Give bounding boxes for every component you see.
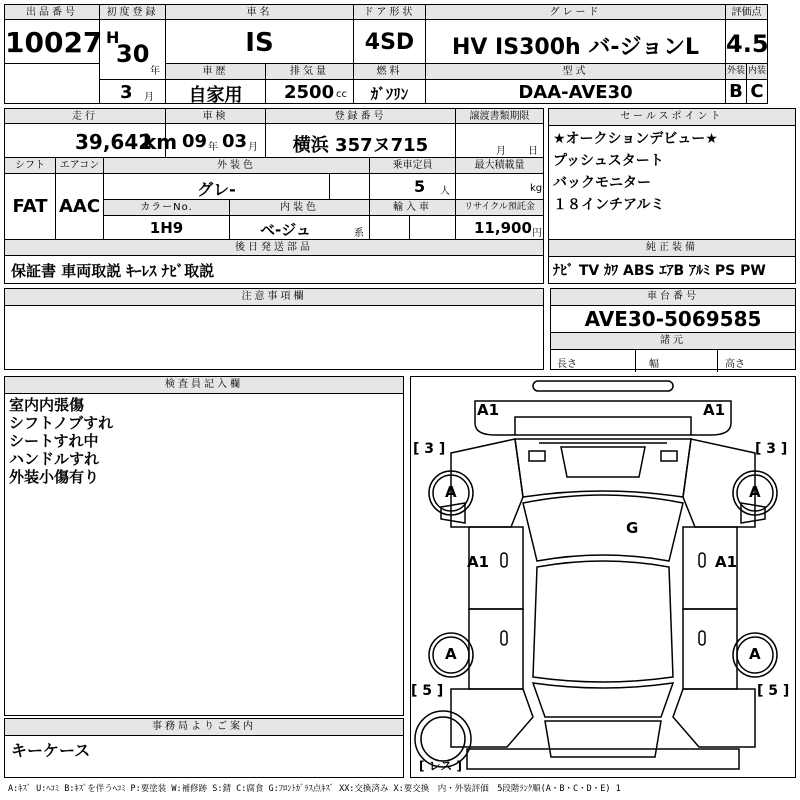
transfer-month-unit: 月 <box>496 146 506 157</box>
dimensions-header: 諸元 <box>551 333 795 350</box>
score-cell <box>726 20 768 64</box>
mark-right-front-bumper: [ 3 ] <box>755 441 788 457</box>
inspection-header: 車検 <box>166 108 266 124</box>
door-type: 4SD <box>364 30 415 55</box>
dimensions-row <box>551 350 795 372</box>
inspector-notes-box <box>4 376 404 716</box>
rear-right-fender <box>673 689 755 747</box>
office-notes-box <box>4 718 404 778</box>
inspector-note-item: シフトノブすれ <box>9 414 114 432</box>
inspection-year-unit: 年 <box>208 142 218 153</box>
inspection-month-unit: 月 <box>248 142 258 153</box>
sales-point-item: １８インチアルミ <box>553 197 665 213</box>
mark-side-left: A1 <box>467 553 490 571</box>
sales-points-list <box>549 126 795 218</box>
trunk <box>545 721 661 757</box>
interior-grade-cell <box>747 80 768 104</box>
sales-points-header: セールスポイント <box>549 109 795 126</box>
mark-wheel-rear-left: A <box>445 645 457 663</box>
door-type-header: ドア形状 <box>354 4 426 20</box>
exterior-grade-cell <box>726 80 747 104</box>
front-left-fender <box>451 439 523 527</box>
inspector-notes-list <box>5 394 403 488</box>
top-info-table <box>4 4 768 104</box>
lot-number-blank <box>4 64 100 104</box>
registration-no-header: 登録番号 <box>266 108 456 124</box>
model-code-cell <box>426 80 726 104</box>
mark-roof: G <box>626 519 639 537</box>
registration-no: 横浜 357ヌ715 <box>292 135 429 156</box>
mark-front-left: A1 <box>477 401 500 419</box>
max-load-unit: kg <box>530 183 543 194</box>
legend: A:ｷｽﾞ U:ﾍｺﾐ B:ｷｽﾞを伴うﾍｺﾐ P:要塗装 W:補修跡 S:錆 C:腐食 G:ﾌﾛﾝﾄｶﾞﾗｽ点ｷｽﾞ XX:交換済み X:要交換 内・外装評価 5段階ﾗﾝｸ順(A・B・C・D・E) 1 <box>8 784 621 794</box>
mark-side-right: A1 <box>715 553 738 571</box>
transfer-day-unit: 日 <box>528 146 538 157</box>
capacity-header: 乗車定員 <box>370 158 456 174</box>
office-notes-header: 事務局よりご案内 <box>5 719 403 736</box>
aircon-cell <box>56 174 104 240</box>
roof <box>533 561 673 682</box>
model-code: DAA-AVE30 <box>518 82 633 103</box>
mark-wheel-front-left: A <box>445 483 457 501</box>
fuel-cell <box>354 80 426 104</box>
displacement-cell <box>266 80 354 104</box>
interior-color: ベ-ジュ <box>260 221 311 239</box>
front-bumper-strip <box>533 381 673 391</box>
exterior-grade: B <box>729 81 743 102</box>
mark-spare: [ レス ] <box>419 759 462 773</box>
capacity-unit: 人 <box>440 186 450 197</box>
shift-header: シフト <box>4 158 56 174</box>
lot-number-header: 出品番号 <box>4 4 100 20</box>
first-registration-month-cell <box>100 80 166 104</box>
exterior-color-blank <box>330 174 370 200</box>
capacity-cell <box>370 174 456 200</box>
import-cell-b <box>410 216 456 240</box>
grade: HV IS300h バ-ジョンL <box>451 35 700 60</box>
chassis-number-header: 車台番号 <box>551 289 795 306</box>
chassis-box <box>550 288 796 370</box>
rear-window <box>533 683 673 717</box>
mileage-cell <box>4 124 178 158</box>
max-load-header: 最大積載量 <box>456 158 544 174</box>
exterior-color-cell <box>104 174 330 200</box>
interior-grade-header: 内装 <box>747 64 768 80</box>
rear-left-fender <box>451 689 533 747</box>
divider <box>717 350 718 372</box>
history-cell <box>166 80 266 104</box>
sales-point-item: バックモニター <box>553 175 651 191</box>
inspector-note-item: ハンドルすれ <box>9 450 100 468</box>
genuine-equipment-header: 純正装備 <box>549 240 795 257</box>
registration-no-cell <box>266 124 456 158</box>
capacity: 5 <box>414 177 426 196</box>
door-type-cell <box>354 20 426 64</box>
mark-front-right: A1 <box>703 401 726 419</box>
import-header: 輸入車 <box>370 200 456 216</box>
interior-color-suffix: 系 <box>354 228 364 239</box>
inspector-note-item: 室内内張傷 <box>9 396 85 414</box>
rear-bumper <box>467 749 739 769</box>
mark-rear-left: [ 5 ] <box>411 683 444 699</box>
history: 自家用 <box>188 85 243 106</box>
car-diagram-box <box>410 376 796 778</box>
history-header: 車歴 <box>166 64 266 80</box>
mileage-header: 走行 <box>4 108 166 124</box>
aircon-header: エアコン <box>56 158 104 174</box>
recycle-fee-cell <box>456 216 544 240</box>
shift: FAT <box>12 196 48 217</box>
rear-left-door <box>469 609 523 689</box>
fuel-header: 燃料 <box>354 64 426 80</box>
front-right-fender <box>683 439 755 527</box>
windshield <box>523 495 683 561</box>
sales-point-item: プッシュスタート <box>553 153 664 169</box>
interior-grade: C <box>750 81 764 102</box>
max-load-cell <box>456 174 544 200</box>
model-code-header: 型式 <box>426 64 726 80</box>
first-registration-header: 初度登録 <box>100 4 166 20</box>
registration-month: 3 <box>120 82 133 103</box>
notes-header: 注意事項欄 <box>5 289 543 306</box>
length-label: 長さ <box>557 359 577 370</box>
front-grille <box>515 417 691 435</box>
rear-right-door <box>683 609 737 689</box>
genuine-equipment-box <box>548 240 796 284</box>
score: 4.5 <box>726 30 769 58</box>
mark-wheel-front-right: A <box>749 483 761 501</box>
notes-box <box>4 288 544 370</box>
inspection-month: 03 <box>222 131 248 152</box>
grade-header: グレード <box>426 4 726 20</box>
mark-rear-right: [ 5 ] <box>757 683 790 699</box>
car-name-cell <box>166 20 354 64</box>
accessories-header: 後日発送部品 <box>4 240 544 256</box>
sales-point-item: ★オークションデビュー★ <box>553 131 718 147</box>
mark-left-front-bumper: [ 3 ] <box>413 441 446 457</box>
shift-cell <box>4 174 56 240</box>
mileage-unit: km <box>143 130 178 154</box>
mark-wheel-rear-right: A <box>749 645 761 663</box>
chassis-number: AVE30-5069585 <box>551 306 795 333</box>
sales-points-box <box>548 108 796 240</box>
front-bumper <box>475 401 731 435</box>
divider <box>635 350 636 372</box>
color-no-cell <box>104 216 230 240</box>
year-unit: 年 <box>150 66 160 77</box>
color-no-header: カラーNo. <box>104 200 230 216</box>
import-cell-a <box>370 216 410 240</box>
era-letter: H <box>106 28 120 47</box>
car-diagram <box>411 377 795 777</box>
score-header: 評価点 <box>726 4 768 20</box>
inspector-note-item: 外装小傷有り <box>9 468 100 486</box>
car-name: IS <box>245 28 274 58</box>
office-notes: キーケース <box>11 741 91 760</box>
exterior-grade-header: 外装 <box>726 64 747 80</box>
inspection-cell <box>166 124 266 158</box>
displacement-unit: cc <box>336 89 347 100</box>
mileage: 39,642 <box>75 130 153 154</box>
interior-color-cell <box>230 216 370 240</box>
mid-info-table <box>4 108 544 284</box>
height-label: 高さ <box>725 359 745 370</box>
first-registration-cell <box>100 20 166 80</box>
lot-number: 10027 <box>5 26 103 59</box>
grade-cell <box>426 20 726 64</box>
recycle-fee: 11,900 <box>474 219 532 237</box>
lot-number-cell <box>4 20 103 64</box>
inspector-note-item: シートすれ中 <box>9 432 99 450</box>
transfer-deadline-cell <box>456 124 544 158</box>
exterior-color-header: 外装色 <box>104 158 370 174</box>
exterior-color: グレ- <box>197 180 236 199</box>
inspection-year: 09 <box>182 131 208 152</box>
month-unit: 月 <box>144 92 154 103</box>
car-name-header: 車名 <box>166 4 354 20</box>
interior-color-header: 内装色 <box>230 200 370 216</box>
accessories: 保証書 車両取説 ｷｰﾚｽ ﾅﾋﾞ取説 <box>11 262 215 280</box>
aircon: AAC <box>58 196 101 217</box>
fuel: ｶﾞｿﾘﾝ <box>370 85 409 103</box>
inspector-notes-header: 検査員記入欄 <box>5 377 403 394</box>
recycle-fee-header: リサイクル預託金 <box>456 200 544 216</box>
width-label: 幅 <box>649 359 659 370</box>
color-no: 1H9 <box>149 219 184 237</box>
displacement: 2500 <box>284 82 335 103</box>
genuine-equipment: ﾅﾋﾞ TV ｶﾜ ABS ｴｱB ｱﾙﾐ PS PW <box>553 263 766 279</box>
accessories-cell <box>4 256 544 284</box>
recycle-unit: 円 <box>532 228 542 239</box>
transfer-deadline-header: 譲渡書類期限 <box>456 108 544 124</box>
registration-year: 30 <box>116 40 150 68</box>
displacement-header: 排気量 <box>266 64 354 80</box>
